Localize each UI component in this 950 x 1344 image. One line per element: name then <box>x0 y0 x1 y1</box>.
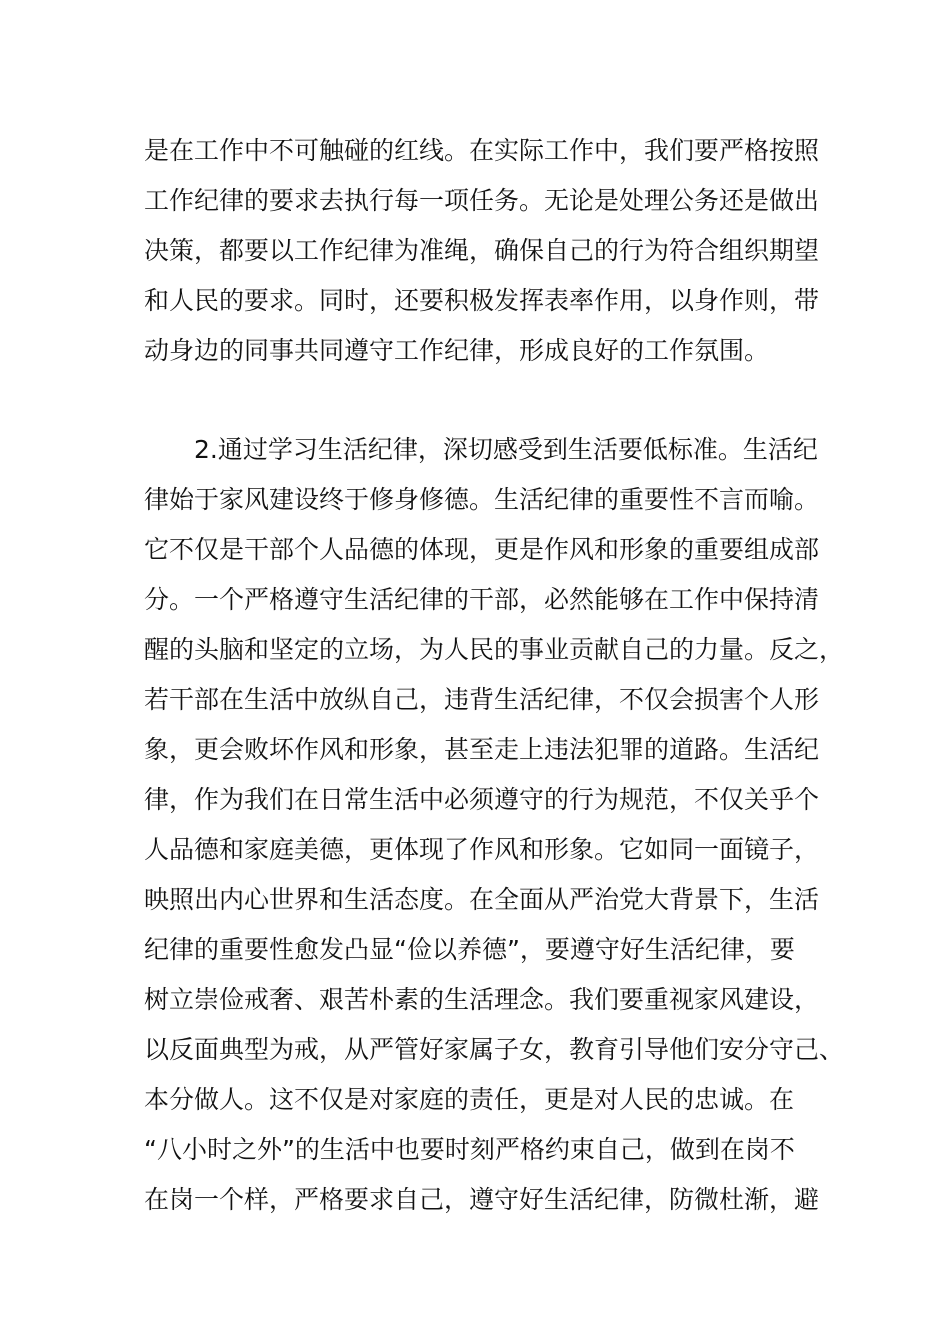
paragraph-life-discipline <box>144 425 845 1225</box>
text-line: 纪律的重要性愈发凸显“俭以养德”，要遵守好生活纪律，要 <box>144 935 795 964</box>
text-line: 人品德和家庭美德，更体现了作风和形象。它如同一面镜子， <box>144 835 820 864</box>
text-line: 2.通过学习生活纪律，深切感受到生活要低标准。生活纪 <box>144 435 818 464</box>
text-line: 以反面典型为戒，从严管好家属子女，教育引导他们安分守己、 <box>144 1035 845 1064</box>
text-line: 律，作为我们在日常生活中必须遵守的行为规范，不仅关乎个 <box>144 785 820 814</box>
text-line: 本分做人。这不仅是对家庭的责任，更是对人民的忠诚。在 <box>144 1085 795 1114</box>
text-line: 映照出内心世界和生活态度。在全面从严治党大背景下，生活 <box>144 885 820 914</box>
text-line: 工作纪律的要求去执行每一项任务。无论是处理公务还是做出 <box>144 186 820 215</box>
text-line: 动身边的同事共同遵守工作纪律，形成良好的工作氛围。 <box>144 336 770 365</box>
text-line: 律始于家风建设终于修身修德。生活纪律的重要性不言而喻。 <box>144 485 820 514</box>
paragraph-work-discipline <box>144 126 824 376</box>
text-line: 树立崇俭戒奢、艰苦朴素的生活理念。我们要重视家风建设， <box>144 985 820 1014</box>
text-line: 它不仅是干部个人品德的体现，更是作风和形象的重要组成部 <box>144 535 820 564</box>
text-line: 醒的头脑和坚定的立场，为人民的事业贡献自己的力量。反之， <box>144 635 845 664</box>
text-line: 在岗一个样，严格要求自己，遵守好生活纪律，防微杜渐，避 <box>144 1185 820 1214</box>
text-line: 分。一个严格遵守生活纪律的干部，必然能够在工作中保持清 <box>144 585 820 614</box>
text-line: “八小时之外”的生活中也要时刻严格约束自己，做到在岗不 <box>144 1135 795 1164</box>
text-line: 象，更会败坏作风和形象，甚至走上违法犯罪的道路。生活纪 <box>144 735 820 764</box>
text-line: 是在工作中不可触碰的红线。在实际工作中，我们要严格按照 <box>144 136 820 165</box>
text-line: 决策，都要以工作纪律为准绳，确保自己的行为符合组织期望 <box>144 236 820 265</box>
text-line: 和人民的要求。同时，还要积极发挥表率作用，以身作则，带 <box>144 286 820 315</box>
text-line: 若干部在生活中放纵自己，违背生活纪律，不仅会损害个人形 <box>144 685 820 714</box>
